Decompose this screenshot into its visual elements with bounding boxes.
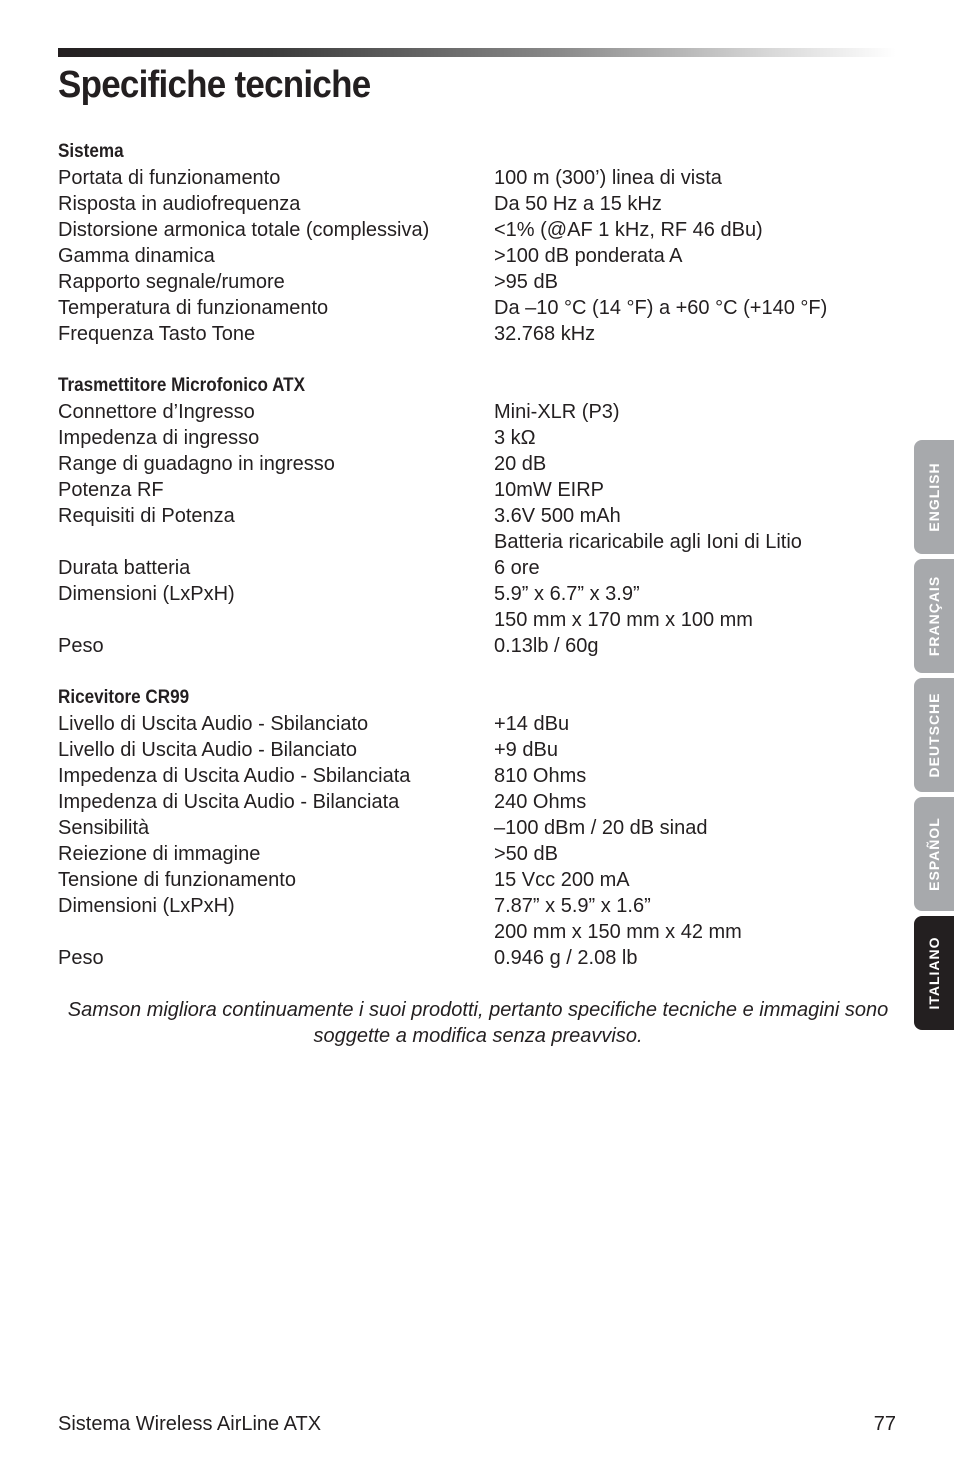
spec-value: 7.87” x 5.9” x 1.6” [494,895,651,917]
spec-label: Livello di Uscita Audio - Bilanciato [58,739,358,761]
spec-row [58,269,898,295]
spec-row [58,763,898,789]
spec-row [58,815,898,841]
page-number: 77 [873,1413,896,1435]
spec-label: Livello di Uscita Audio - Sbilanciato [58,713,369,735]
spec-row [58,191,898,217]
tab-label: ENGLISH [926,462,942,532]
spec-label: Sensibilità [58,817,150,839]
tab-deutsche[interactable] [914,678,954,792]
spec-row [58,217,898,243]
spec-row [58,945,898,971]
spec-row [58,295,898,321]
spec-content [58,139,898,997]
disclaimer-note: Samson migliora continuamente i suoi prodotti, pertanto specifiche tecniche e immagini sono soggette a modifica senza preavviso. [67,999,889,1047]
spec-row [58,867,898,893]
spec-label: Tensione di funzionamento [58,869,296,891]
spec-value: 20 dB [494,453,547,475]
spec-value: Da –10 °C (14 °F) a +60 °C (+140 °F) [494,297,828,319]
section-heading: Trasmettitore Microfonico ATX [58,375,306,396]
spec-label: Peso [58,635,104,657]
spec-label: Gamma dinamica [58,245,215,267]
footer-product-name: Sistema Wireless AirLine ATX [58,1413,322,1435]
tab-label: ITALIANO [926,936,942,1010]
spec-value: 5.9” x 6.7” x 3.9” [494,583,640,605]
spec-row [58,555,898,581]
spec-label: Rapporto segnale/rumore [58,271,285,293]
spec-row [58,581,898,607]
tab-label: DEUTSCHE [926,692,942,778]
spec-label [58,919,494,945]
tab-francais[interactable] [914,559,954,673]
spec-label: Distorsione armonica totale (complessiva) [58,219,430,241]
tab-label: FRANÇAIS [926,575,942,657]
spec-label [58,529,494,555]
spec-value: 100 m (300’) linea di vista [494,167,722,189]
spec-value: 10mW EIRP [494,479,605,501]
spec-value: 240 Ohms [494,791,587,813]
spec-value: 3 kΩ [494,427,536,449]
spec-value: 3.6V 500 mAh [494,505,621,527]
spec-label: Durata batteria [58,557,191,579]
spec-label: Portata di funzionamento [58,167,281,189]
spec-row [58,425,898,451]
spec-value: Da 50 Hz a 15 kHz [494,193,662,215]
tab-italiano[interactable] [914,916,954,1030]
spec-row [58,737,898,763]
section-heading: Ricevitore CR99 [58,687,190,708]
spec-label: Impedenza di Uscita Audio - Sbilanciata [58,765,411,787]
spec-label: Potenza RF [58,479,164,501]
spec-value: Batteria ricaricabile agli Ioni di Litio [494,531,802,553]
tab-label: ESPAÑOL [926,817,942,891]
spec-section-ricevitore [58,685,898,971]
spec-value: 32.768 kHz [494,323,596,345]
spec-row [58,633,898,659]
spec-row [58,243,898,269]
tab-espanol[interactable] [914,797,954,911]
spec-row [58,477,898,503]
spec-value: 150 mm x 170 mm x 100 mm [494,609,753,631]
tab-english[interactable] [914,440,954,554]
spec-row [58,503,898,529]
spec-value: 15 Vcc 200 mA [494,869,630,891]
section-heading: Sistema [58,141,124,162]
spec-value: 6 ore [494,557,540,579]
spec-label: Range di guadagno in ingresso [58,453,335,475]
spec-label: Risposta in audiofrequenza [58,193,301,215]
spec-value: 810 Ohms [494,765,587,787]
spec-value: Mini-XLR (P3) [494,401,620,423]
spec-value: 200 mm x 150 mm x 42 mm [494,921,742,943]
spec-row [58,165,898,191]
spec-label: Temperatura di funzionamento [58,297,329,319]
spec-value: >100 dB ponderata A [494,245,683,267]
spec-label: Peso [58,947,104,969]
spec-row [58,607,898,633]
spec-value: 0.946 g / 2.08 lb [494,947,638,969]
header-gradient-rule [58,48,896,57]
spec-label: Dimensioni (LxPxH) [58,895,235,917]
spec-value: +14 dBu [494,713,570,735]
language-tabs [914,440,954,1035]
spec-value: +9 dBu [494,739,558,761]
spec-label: Impedenza di ingresso [58,427,260,449]
spec-section-trasmettitore [58,373,898,659]
page-title: Specifiche tecniche [58,64,371,106]
spec-label: Requisiti di Potenza [58,505,235,527]
spec-value: >50 dB [494,843,558,865]
spec-row [58,789,898,815]
spec-row [58,711,898,737]
spec-row [58,893,898,919]
spec-row [58,529,898,555]
spec-label: Impedenza di Uscita Audio - Bilanciata [58,791,400,813]
spec-value: –100 dBm / 20 dB sinad [494,817,708,839]
spec-label: Dimensioni (LxPxH) [58,583,235,605]
spec-value: 0.13lb / 60g [494,635,599,657]
spec-row [58,919,898,945]
spec-label [58,607,494,633]
spec-row [58,321,898,347]
spec-value: <1% (@AF 1 kHz, RF 46 dBu) [494,219,763,241]
spec-label: Connettore d’Ingresso [58,401,255,423]
spec-row [58,841,898,867]
spec-row [58,399,898,425]
spec-value: >95 dB [494,271,558,293]
spec-label: Reiezione di immagine [58,843,261,865]
spec-row [58,451,898,477]
spec-label: Frequenza Tasto Tone [58,323,256,345]
spec-section-sistema [58,139,898,347]
